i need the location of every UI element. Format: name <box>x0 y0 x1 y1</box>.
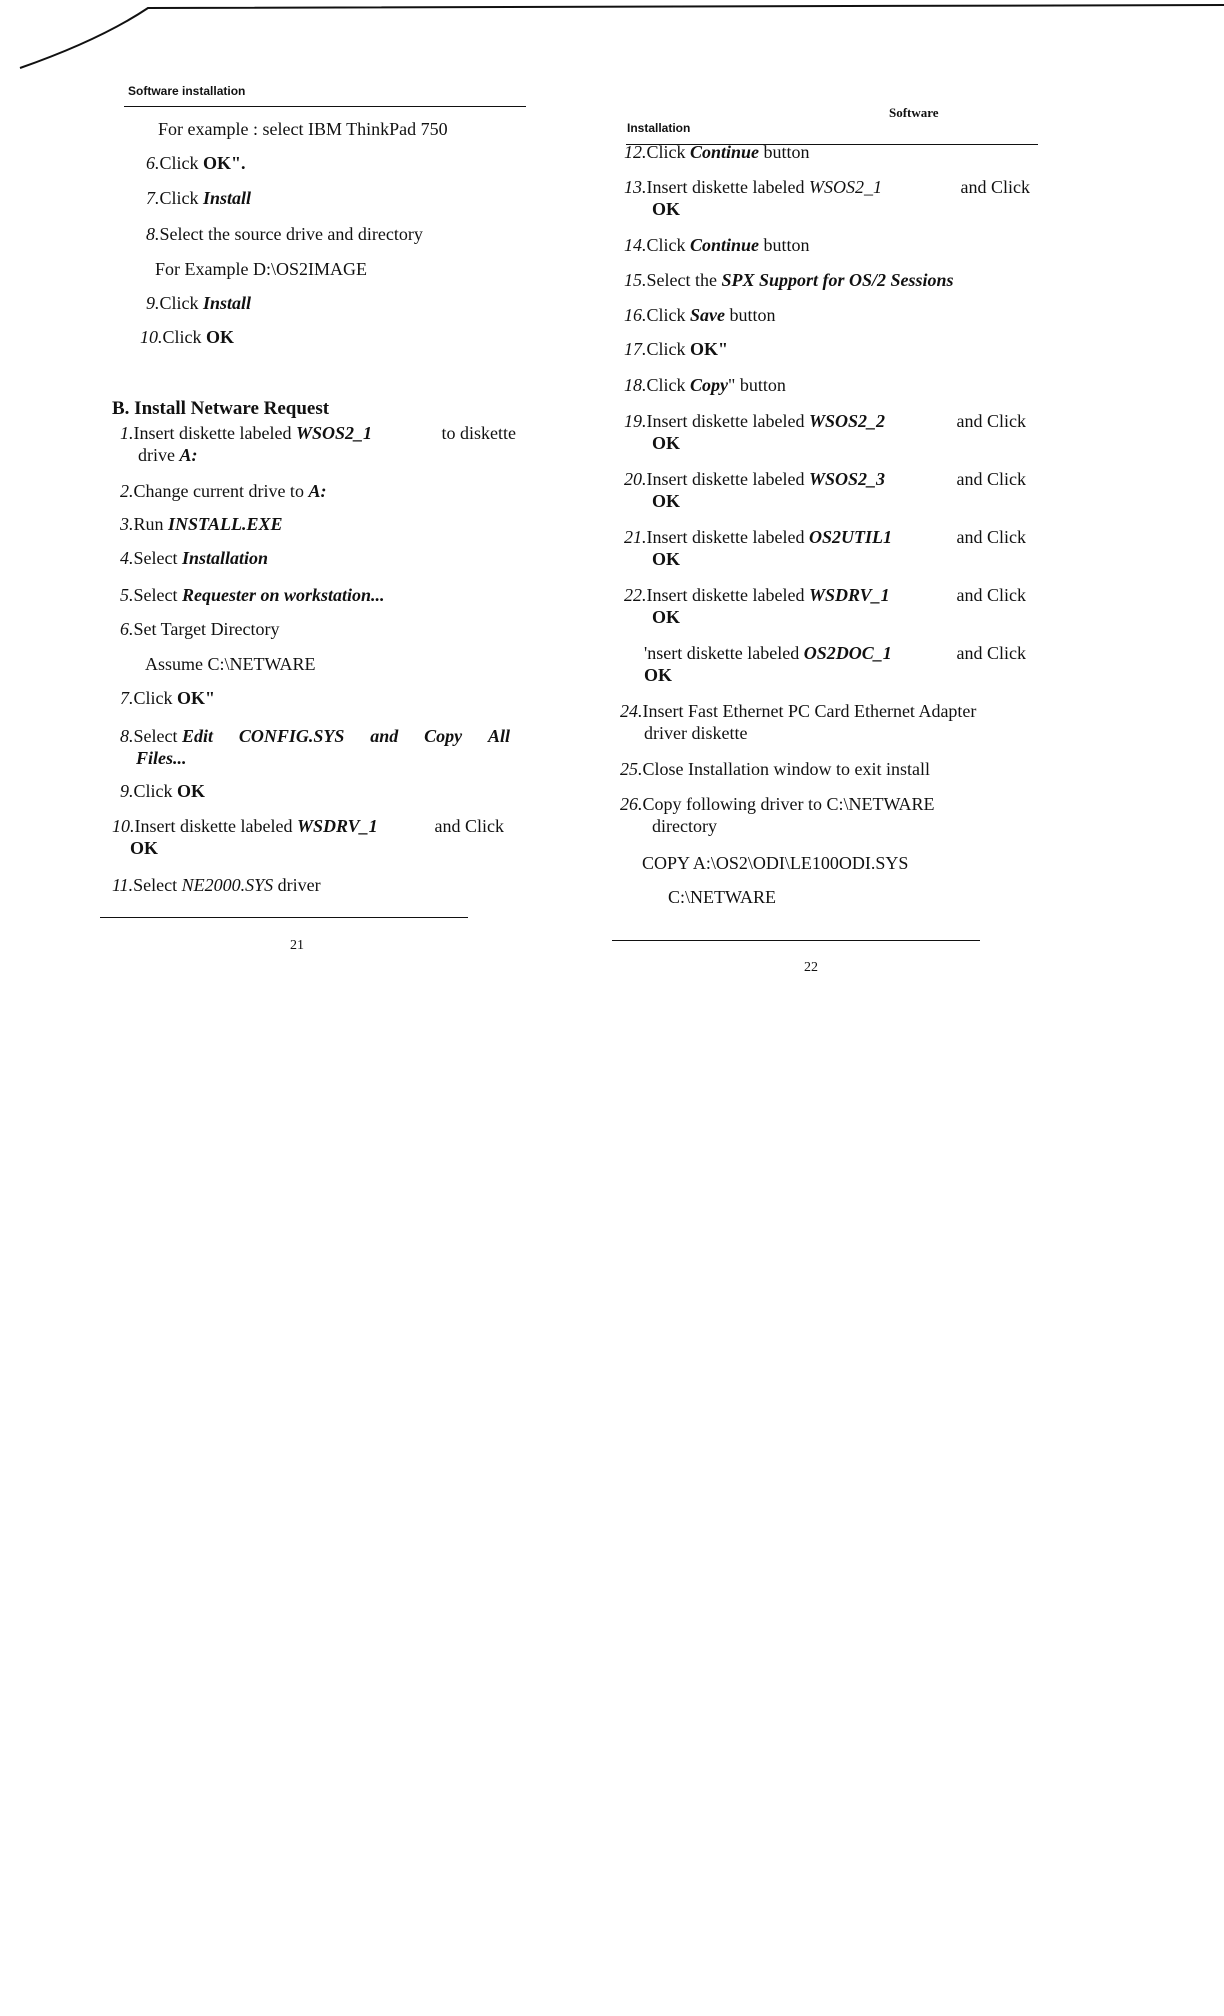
step-20: 20.Insert diskette labeled WSOS2_3 and Click OK <box>624 469 1026 511</box>
step-19: 19.Insert diskette labeled WSOS2_2 and Click OK <box>624 411 1026 453</box>
step-8-example: For Example D:\OS2IMAGE <box>155 259 367 279</box>
section-step-5: 5.Select Requester on workstation... <box>120 585 385 605</box>
step-7: 7.Click Install <box>146 188 252 208</box>
step-12: 12.Click Continue button <box>624 142 810 162</box>
step-23: 'nsert diskette labeled OS2DOC_1 and Click OK <box>644 643 1026 685</box>
step-25: 25.Close Installation window to exit install <box>620 759 930 779</box>
section-step-7: 7.Click OK" <box>120 688 215 708</box>
section-step-2: 2.Change current drive to A: <box>120 481 327 501</box>
step-9: 9.Click Install <box>146 293 252 313</box>
right-running-header-top: Software <box>889 105 939 120</box>
section-step-8: 8.Select Edit CONFIG.SYS and Copy All Files... <box>120 726 510 768</box>
section-step-3: 3.Run INSTALL.EXE <box>120 514 283 534</box>
copy-command: COPY A:\OS2\ODI\LE100ODI.SYS <box>642 853 909 873</box>
step-13: 13.Insert diskette labeled WSOS2_1 and Click OK <box>624 177 1030 219</box>
step-17: 17.Click OK" <box>624 339 728 359</box>
scan-edge-line <box>0 0 1224 80</box>
left-footer-rule <box>100 917 468 918</box>
step-8: 8.Select the source drive and directory <box>146 224 423 244</box>
right-running-header-bottom: Installation <box>627 121 691 135</box>
section-step-6-assume: Assume C:\NETWARE <box>145 654 316 674</box>
section-step-4: 4.Select Installation <box>120 548 269 568</box>
step-14: 14.Click Continue button <box>624 235 810 255</box>
example-line: For example : select IBM ThinkPad 750 <box>158 119 448 139</box>
copy-destination: C:\NETWARE <box>668 887 776 907</box>
step-10: 10.Click OK <box>140 327 235 347</box>
step-22: 22.Insert diskette labeled WSDRV_1 and Click OK <box>624 585 1026 627</box>
section-step-1: 1.Insert diskette labeled WSOS2_1 to diskette drive A: <box>120 423 516 465</box>
section-step-11: 11.Select NE2000.SYS driver <box>112 875 321 895</box>
step-15: 15.Select the SPX Support for OS/2 Sessions <box>624 270 954 290</box>
step-18: 18.Click Copy" button <box>624 375 786 395</box>
left-page-number: 21 <box>290 938 304 953</box>
section-step-6: 6.Set Target Directory <box>120 619 280 639</box>
section-title: B. Install Netware Request <box>112 398 330 419</box>
right-footer-rule <box>612 940 980 941</box>
step-26: 26.Copy following driver to C:\NETWARE directory <box>620 794 935 836</box>
step-6: 6.Click OK". <box>146 153 246 173</box>
section-step-10: 10.Insert diskette labeled WSDRV_1 and Click OK <box>112 816 504 858</box>
left-header-rule <box>124 106 526 107</box>
right-page-number: 22 <box>804 960 818 975</box>
step-21: 21.Insert diskette labeled OS2UTIL1 and Click OK <box>624 527 1026 569</box>
section-step-9: 9.Click OK <box>120 781 206 801</box>
left-running-header: Software installation <box>128 84 246 98</box>
step-16: 16.Click Save button <box>624 305 776 325</box>
step-24: 24.Insert Fast Ethernet PC Card Ethernet Adapter driver diskette <box>620 701 977 743</box>
